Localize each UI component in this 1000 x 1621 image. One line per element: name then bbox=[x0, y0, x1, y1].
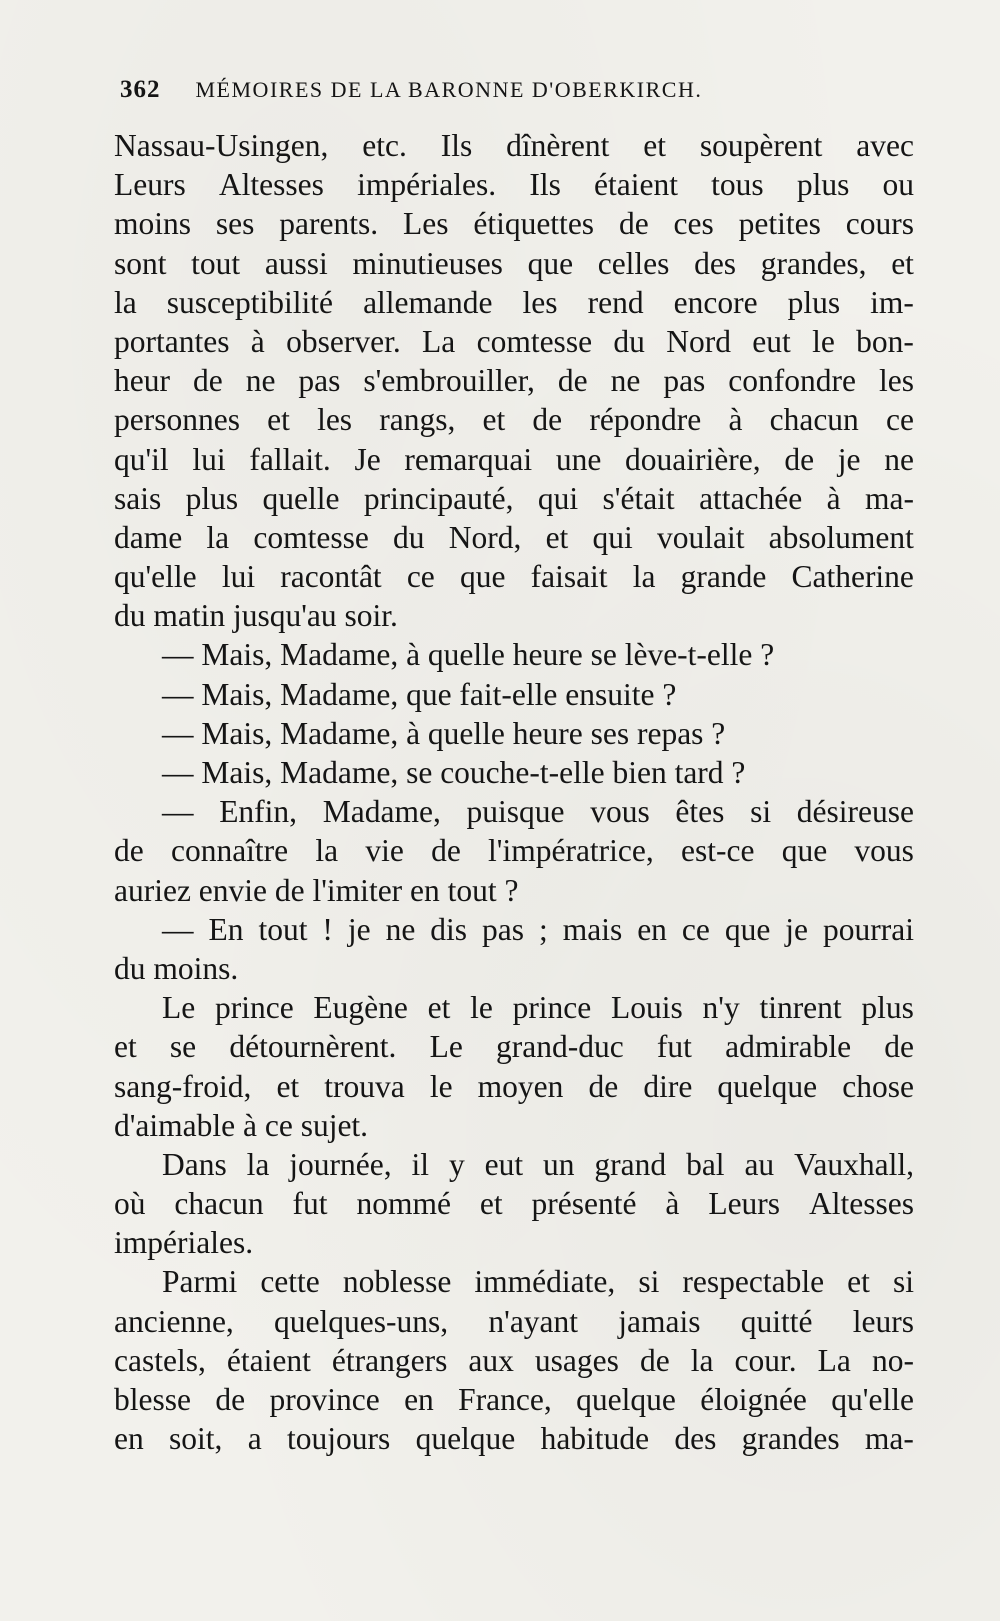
text-line: sang-froid, et trouva le moyen de dire quelque chose bbox=[114, 1068, 914, 1104]
text-line: d'aimable à ce sujet. bbox=[114, 1107, 369, 1143]
text-line: Leurs Altesses impériales. Ils étaient tous plus ou bbox=[114, 167, 914, 203]
text-line: personnes et les rangs, et de répondre à chacun ce bbox=[114, 402, 914, 438]
page-header bbox=[120, 76, 840, 104]
text-line: Dans la journée, il y eut un grand bal au Vauxhall, bbox=[162, 1146, 914, 1182]
running-title: MÉMOIRES DE LA BARONNE D'OBERKIRCH. bbox=[195, 77, 703, 102]
text-line: où chacun fut nommé et présenté à Leurs Altesses bbox=[114, 1186, 914, 1222]
text-line: castels, étaient étrangers aux usages de la cour. La no- bbox=[114, 1342, 914, 1378]
text-line: et se détournèrent. Le grand-duc fut admirable de bbox=[114, 1029, 914, 1065]
text-line: en soit, a toujours quelque habitude des grandes ma- bbox=[114, 1421, 914, 1457]
text-line: du moins. bbox=[114, 950, 239, 986]
text-line: Le prince Eugène et le prince Louis n'y tinrent plus bbox=[162, 990, 914, 1026]
page-body-text bbox=[114, 126, 914, 1458]
text-line: qu'il lui fallait. Je remarquai une douairière, de je ne bbox=[114, 441, 914, 477]
text-line: sais plus quelle principauté, qui s'était attachée à ma- bbox=[114, 480, 914, 516]
text-line: — Enfin, Madame, puisque vous êtes si désireuse bbox=[162, 794, 914, 830]
text-line: de connaître la vie de l'impératrice, est-ce que vous bbox=[114, 833, 914, 869]
text-line: moins ses parents. Les étiquettes de ces petites cours bbox=[114, 206, 914, 242]
text-line: — En tout ! je ne dis pas ; mais en ce que je pourrai bbox=[162, 911, 914, 947]
text-line: qu'elle lui racontât ce que faisait la grande Catherine bbox=[114, 559, 914, 595]
text-line: auriez envie de l'imiter en tout ? bbox=[114, 872, 519, 908]
text-line: du matin jusqu'au soir. bbox=[114, 598, 398, 634]
text-line: portantes à observer. La comtesse du Nord eut le bon- bbox=[114, 323, 914, 359]
text-line: ancienne, quelques-uns, n'ayant jamais quitté leurs bbox=[114, 1303, 914, 1339]
text-line: — Mais, Madame, à quelle heure ses repas ? bbox=[162, 715, 726, 751]
text-line: blesse de province en France, quelque éloignée qu'elle bbox=[114, 1382, 914, 1417]
text-line: — Mais, Madame, à quelle heure se lève-t-elle ? bbox=[162, 637, 775, 673]
text-line: dame la comtesse du Nord, et qui voulait absolument bbox=[114, 519, 914, 555]
text-line: — Mais, Madame, que fait-elle ensuite ? bbox=[162, 676, 677, 712]
text-line: — Mais, Madame, se couche-t-elle bien tard ? bbox=[162, 755, 746, 790]
text-line: heur de ne pas s'embrouiller, de ne pas confondre les bbox=[114, 363, 914, 399]
page-number: 362 bbox=[120, 76, 161, 103]
text-line: Nassau-Usingen, etc. Ils dînèrent et soupèrent avec bbox=[114, 128, 914, 163]
text-line: sont tout aussi minutieuses que celles des grandes, et bbox=[114, 245, 914, 281]
text-line: la susceptibilité allemande les rend encore plus im- bbox=[114, 284, 914, 320]
text-line: Parmi cette noblesse immédiate, si respectable et si bbox=[162, 1264, 914, 1300]
text-line: impériales. bbox=[114, 1225, 254, 1261]
